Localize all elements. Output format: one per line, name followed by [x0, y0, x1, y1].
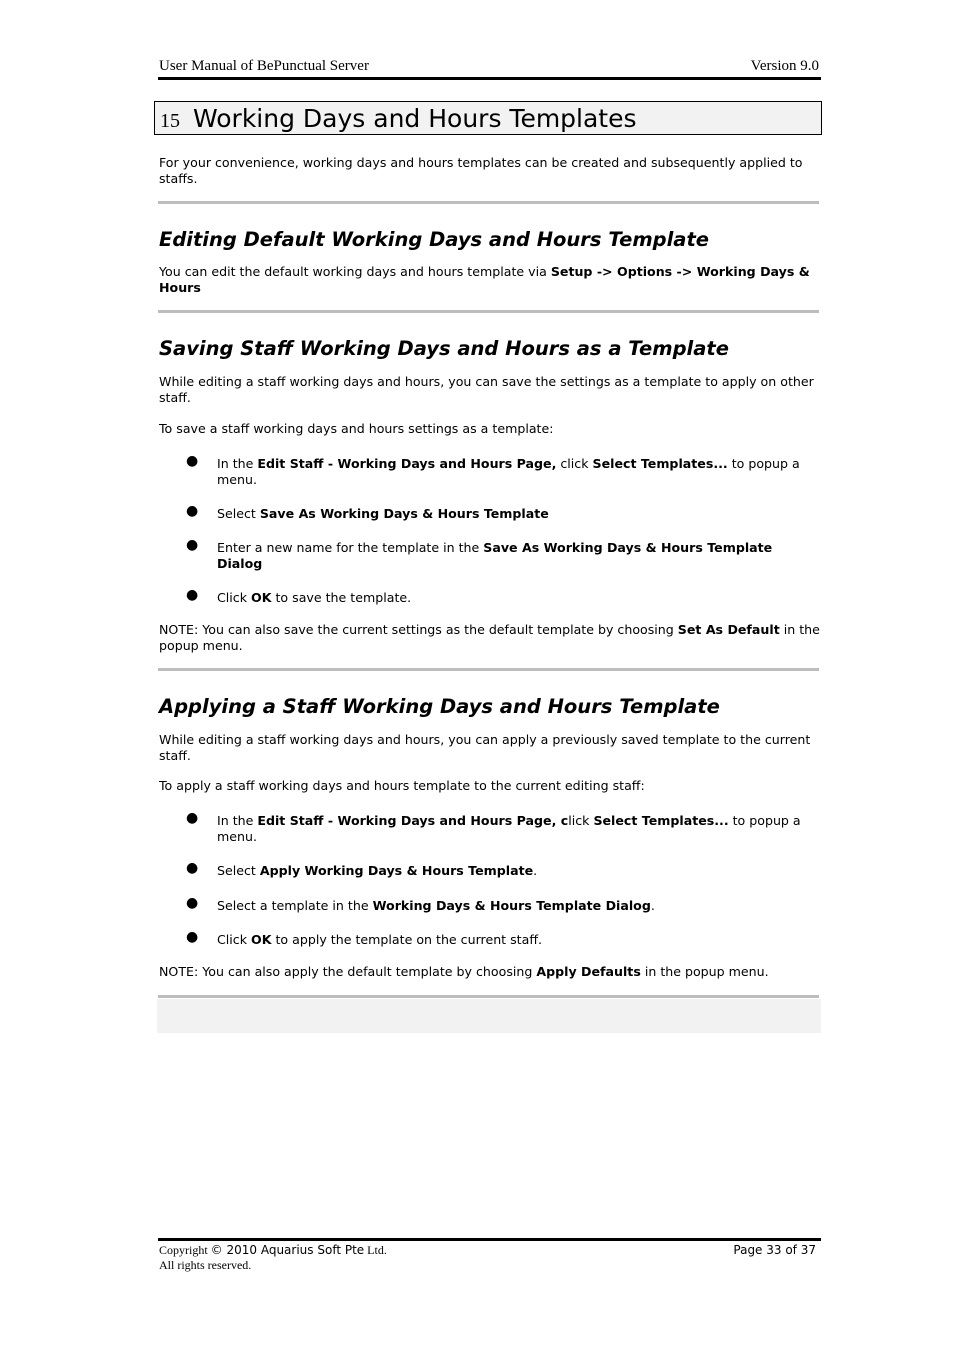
list-item	[217, 506, 821, 522]
note-bold: Apply Defaults	[536, 964, 641, 979]
note-text: in the popup menu.	[159, 622, 820, 653]
section3-note	[159, 964, 821, 980]
copyright-word: Copyright	[159, 1243, 211, 1257]
note-text: NOTE: You can also apply the default template by choosing	[159, 964, 537, 979]
page-number: Page 33 of 37	[733, 1243, 816, 1257]
list-item-bold: Edit Staff - Working Days and Hours Page, c	[257, 813, 569, 828]
list-item-text: click	[556, 456, 593, 471]
list-item-text: Select a template in the	[217, 898, 373, 913]
chapter-number: 15	[160, 110, 180, 132]
section2-note	[159, 622, 821, 653]
chapter-title-box	[154, 101, 822, 135]
list-item-text: .	[650, 898, 655, 913]
section1-text: You can edit the default working days and hours template via	[159, 264, 551, 279]
bullet-icon: ●	[186, 860, 199, 876]
list-item-text: Select	[217, 506, 260, 521]
section2-paragraph-1: While editing a staff working days and hours, you can save the settings as a template to apply on other staff.	[159, 374, 814, 405]
chapter-title: Working Days and Hours Templates	[193, 104, 637, 133]
list-item-bold: Save As Working Days & Hours Template Dialog	[217, 540, 773, 571]
bullet-icon: ●	[186, 929, 199, 945]
list-item-bold: Select Templates...	[593, 813, 729, 828]
list-item	[217, 813, 821, 844]
section-heading-applying: Applying a Staff Working Days and Hours Template	[159, 695, 720, 718]
list-item-text: Select	[217, 863, 260, 878]
note-bold: Set As Default	[677, 622, 780, 637]
copyright-holder: © 2010 Aquarius Soft Pte	[210, 1243, 365, 1257]
bullet-icon: ●	[186, 587, 199, 603]
section-divider	[158, 668, 819, 671]
list-item	[217, 898, 821, 914]
header-rule	[158, 77, 821, 80]
header-manual-title: User Manual of BePunctual Server	[159, 58, 369, 74]
section1-paragraph	[159, 264, 821, 295]
section-heading-editing-default: Editing Default Working Days and Hours Template	[159, 228, 709, 251]
list-item-bold: Apply Working Days & Hours Template	[259, 863, 534, 878]
list-item-text: to save the template.	[271, 590, 412, 605]
footer-copyright	[159, 1243, 387, 1273]
bullet-icon: ●	[186, 503, 199, 519]
section3-paragraph-2: To apply a staff working days and hours template to the current editing staff:	[159, 778, 645, 793]
empty-gray-box	[157, 999, 821, 1033]
section2-paragraph-2: To save a staff working days and hours settings as a template:	[159, 421, 554, 436]
list-item	[217, 540, 821, 571]
list-item-text: Click	[217, 932, 252, 947]
list-item-text: .	[533, 863, 538, 878]
list-item-bold: Working Days & Hours Template Dialog	[372, 898, 651, 913]
section3-paragraph-1: While editing a staff working days and hours, you can apply a previously saved template to the current staff.	[159, 732, 811, 763]
section-divider	[158, 310, 819, 313]
list-item-text: Enter a new name for the template in the	[217, 540, 484, 555]
setup-path: Setup -> Options -> Working Days & Hours	[159, 264, 810, 295]
list-item	[217, 590, 821, 606]
list-item	[217, 932, 821, 948]
section-divider	[158, 201, 819, 204]
list-item-bold: Save As Working Days & Hours Template	[259, 506, 549, 521]
list-item-text: In the	[217, 456, 258, 471]
header-version: Version 9.0	[750, 58, 819, 74]
footer-rule	[158, 1238, 821, 1241]
bullet-icon: ●	[186, 895, 199, 911]
list-item-text: lick	[568, 813, 594, 828]
intro-paragraph: For your convenience, working days and hours templates can be created and subsequently applied to staffs.	[159, 155, 803, 186]
section-heading-saving: Saving Staff Working Days and Hours as a Template	[159, 337, 729, 360]
note-text: NOTE: You can also save the current settings as the default template by choosing	[159, 622, 678, 637]
list-item-text: to apply the template on the current staff.	[271, 932, 543, 947]
note-text: in the popup menu.	[640, 964, 769, 979]
section-divider	[158, 995, 819, 998]
list-item	[217, 456, 821, 487]
list-item-bold: OK	[251, 590, 272, 605]
rights-reserved: All rights reserved.	[159, 1258, 252, 1272]
list-item-bold: Select Templates...	[592, 456, 728, 471]
copyright-ltd: Ltd.	[364, 1243, 387, 1257]
list-item	[217, 863, 821, 879]
list-item-bold: OK	[251, 932, 272, 947]
list-item-text: to popup a menu.	[217, 456, 800, 487]
bullet-icon: ●	[186, 537, 199, 553]
list-item-text: to popup a menu.	[217, 813, 801, 844]
list-item-text: Click	[217, 590, 252, 605]
bullet-icon: ●	[186, 810, 199, 826]
list-item-text: In the	[217, 813, 258, 828]
bullet-icon: ●	[186, 453, 199, 469]
list-item-bold: Edit Staff - Working Days and Hours Page,	[257, 456, 557, 471]
